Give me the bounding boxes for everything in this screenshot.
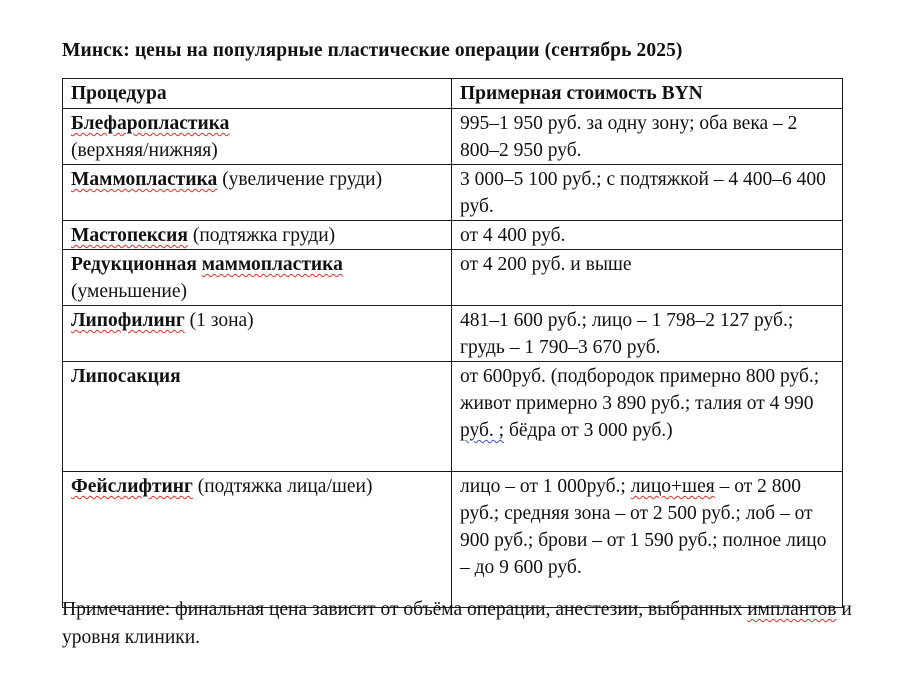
procedure-detail: (уменьшение) — [71, 281, 188, 302]
note-text: и уровня клиники. — [62, 599, 852, 648]
table-row — [63, 362, 843, 472]
procedure-detail: (увеличение груди) — [222, 169, 383, 190]
table-header-row — [63, 79, 843, 109]
price-cell: 481–1 600 руб.; лицо – 1 798–2 127 руб.; грудь – 1 790–3 670 руб. — [452, 306, 843, 362]
table-row — [63, 250, 843, 306]
procedure-cell — [63, 362, 452, 472]
spell-flagged-text: имплантов — [747, 599, 837, 620]
procedure-cell — [63, 165, 452, 221]
procedure-cell — [63, 109, 452, 165]
price-table — [62, 78, 843, 608]
table-row — [63, 306, 843, 362]
header-procedure: Процедура — [63, 79, 452, 109]
procedure-detail: (подтяжка лица/шеи) — [197, 476, 373, 497]
header-price: Примерная стоимость BYN — [452, 79, 843, 109]
note-text: Примечание: финальная цена зависит от объёма операции, анестезии, выбранных — [62, 599, 748, 620]
procedure-name: Липосакция — [71, 366, 181, 387]
price-cell: от 4 200 руб. и выше — [452, 250, 843, 306]
procedure-name-part2: маммопластика — [201, 254, 343, 275]
procedure-detail: (верхняя/нижняя) — [71, 140, 218, 161]
table-row — [63, 221, 843, 250]
procedure-cell — [63, 250, 452, 306]
price-cell: от 4 400 руб. — [452, 221, 843, 250]
procedure-name: Маммопластика — [71, 169, 218, 190]
footnote — [62, 596, 852, 652]
procedure-name: Блефаропластика — [71, 113, 230, 134]
price-cell — [452, 472, 843, 608]
document-title: Минск: цены на популярные пластические операции (сентябрь 2025) — [62, 40, 683, 61]
procedure-detail: (подтяжка груди) — [192, 225, 336, 246]
procedure-name: Мастопексия — [71, 225, 188, 246]
price-cell: 995–1 950 руб. за одну зону; оба века – 2 800–2 950 руб. — [452, 109, 843, 165]
procedure-detail: (1 зона) — [189, 310, 254, 331]
price-cell: 3 000–5 100 руб.; с подтяжкой – 4 400–6 400 руб. — [452, 165, 843, 221]
procedure-cell — [63, 221, 452, 250]
table-row — [63, 165, 843, 221]
table-row — [63, 472, 843, 608]
price-text: – от 2 800 руб.; средняя зона – от 2 500 руб.; лоб – от 900 руб.; брови – от 1 590 руб.; полное лицо – до 9 600 руб. — [460, 476, 827, 578]
table-row — [63, 109, 843, 165]
price-text: от 600руб. (подбородок примерно 800 руб.; живот примерно 3 890 руб.; талия от 4 990 — [460, 366, 820, 414]
grammar-flagged-text: руб. ; — [460, 420, 505, 441]
price-cell — [452, 362, 843, 472]
price-text: бёдра от 3 000 руб.) — [504, 420, 673, 441]
procedure-name: Фейслифтинг — [71, 476, 193, 497]
procedure-cell — [63, 472, 452, 608]
price-text: лицо – от 1 000руб.; — [460, 476, 631, 497]
procedure-cell — [63, 306, 452, 362]
spell-flagged-text: лицо+шея — [630, 476, 715, 497]
procedure-name-part1: Редукционная — [71, 254, 197, 275]
procedure-name: Липофилинг — [71, 310, 185, 331]
